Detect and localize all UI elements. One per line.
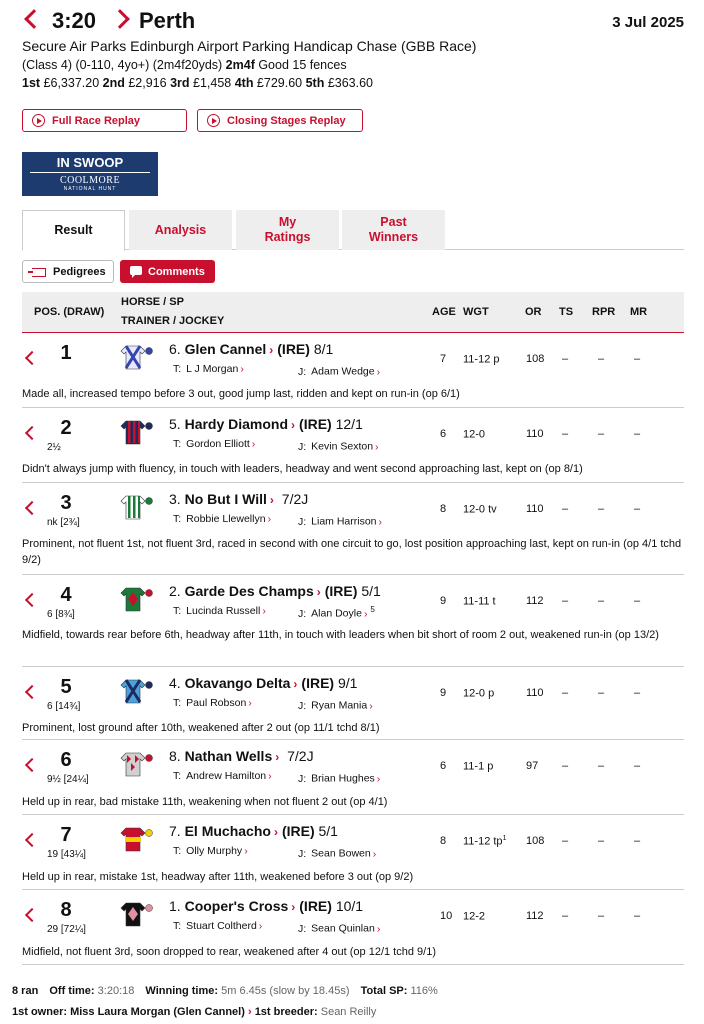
table-row bbox=[22, 408, 684, 483]
horse-name-link[interactable]: Glen Cannel bbox=[184, 341, 267, 357]
horse-country: (IRE) bbox=[324, 583, 358, 599]
expand-icon[interactable] bbox=[25, 833, 39, 847]
horse-name-link[interactable]: No But I Will bbox=[184, 491, 267, 507]
race-conditions: (Class 4) (0-110, 4yo+) (2m4f20yds) 2m4f Good 15 fences bbox=[22, 58, 347, 72]
col-horse: HORSE / SP bbox=[121, 296, 184, 308]
weight: 11-1 p bbox=[463, 760, 494, 773]
age: 6 bbox=[440, 760, 447, 772]
horse-name-sp: 4. Okavango Delta › (IRE) 9/1 bbox=[169, 675, 358, 691]
age: 6 bbox=[440, 428, 447, 440]
mr: – bbox=[634, 428, 641, 440]
horse-country: (IRE) bbox=[301, 675, 335, 691]
horse-name-link[interactable]: Nathan Wells bbox=[184, 748, 273, 764]
silk-icon bbox=[120, 749, 146, 779]
official-rating: 110 bbox=[526, 503, 544, 515]
silk-icon bbox=[120, 824, 146, 854]
trainer: T: Gordon Elliott › bbox=[173, 438, 256, 450]
trainer: T: Robbie Llewellyn › bbox=[173, 513, 272, 525]
horse-country: (IRE) bbox=[277, 341, 310, 357]
topspeed: – bbox=[562, 595, 569, 607]
silk-icon bbox=[120, 899, 146, 929]
horse-country: (IRE) bbox=[281, 823, 315, 839]
mr: – bbox=[634, 503, 641, 515]
official-rating: 112 bbox=[526, 595, 544, 607]
trainer-link[interactable]: Andrew Hamilton bbox=[186, 770, 267, 782]
table-row bbox=[22, 333, 684, 408]
jockey: J: Brian Hughes › bbox=[298, 772, 381, 785]
starting-price: 12/1 bbox=[335, 416, 363, 432]
topspeed: – bbox=[562, 687, 569, 699]
race-comment: Made all, increased tempo before 3 out, good jump last, ridden and kept on run-in (op 6/1) bbox=[22, 388, 460, 400]
jockey-link[interactable]: Sean Bowen bbox=[311, 847, 371, 860]
saddle-number: 7. bbox=[169, 823, 181, 839]
owner-breeder: 1st owner: Miss Laura Morgan (Glen Cannel) › 1st breeder: Sean Reilly bbox=[12, 1006, 377, 1018]
comments-button[interactable]: Comments bbox=[120, 260, 215, 283]
trainer: T: Stuart Coltherd › bbox=[173, 920, 263, 932]
race-comment: Held up in rear, bad mistake 11th, weakening when not fluent 2 out (op 4/1) bbox=[22, 796, 388, 808]
race-title: Secure Air Parks Edinburgh Airport Parking Handicap Chase (GBB Race) bbox=[22, 38, 477, 54]
rpr: – bbox=[598, 595, 605, 607]
col-age: AGE bbox=[432, 306, 456, 318]
sponsor-logo[interactable]: IN SWOOP COOLMORE NATIONAL HUNT bbox=[22, 152, 158, 196]
jockey: J: Sean Quinlan › bbox=[298, 922, 381, 935]
saddle-number: 5. bbox=[169, 416, 181, 432]
horse-name-sp: 7. El Muchacho › (IRE) 5/1 bbox=[169, 823, 338, 839]
trainer-link[interactable]: Stuart Coltherd bbox=[186, 920, 257, 932]
col-mr: MR bbox=[630, 306, 648, 318]
expand-icon[interactable] bbox=[25, 501, 39, 515]
mr: – bbox=[634, 835, 641, 847]
comment-icon bbox=[130, 266, 142, 275]
trainer: T: Paul Robson › bbox=[173, 697, 252, 709]
race-comment: Prominent, not fluent 1st, not fluent 3rd, raced in second with one circuit to go, lost position approaching last, kept on run-in (op 4/1 tchd 9/2) bbox=[22, 538, 682, 566]
mr: – bbox=[634, 595, 641, 607]
race-comment: Held up in rear, mistake 1st, headway after 11th, weakened before 3 out (op 9/2) bbox=[22, 871, 414, 883]
jockey: J: Kevin Sexton › bbox=[298, 440, 379, 453]
age: 8 bbox=[440, 503, 447, 515]
beaten-distance: 29 [72¼] bbox=[47, 924, 86, 935]
horse-name-sp: 5. Hardy Diamond › (IRE) 12/1 bbox=[169, 416, 363, 432]
mr: – bbox=[634, 910, 641, 922]
rpr: – bbox=[598, 687, 605, 699]
jockey-link[interactable]: Ryan Mania bbox=[311, 699, 368, 712]
race-comment: Midfield, not fluent 3rd, soon dropped to rear, weakened after 4 out (op 12/1 tchd 9/1) bbox=[22, 946, 436, 958]
trainer: T: Lucinda Russell › bbox=[173, 605, 266, 617]
finish-position: 2 bbox=[60, 417, 72, 439]
trainer: T: Andrew Hamilton › bbox=[173, 770, 272, 782]
horse-name-sp: 1. Cooper's Cross › (IRE) 10/1 bbox=[169, 898, 364, 914]
jockey-link[interactable]: Alan Doyle bbox=[311, 607, 362, 620]
race-time: 3:20 bbox=[52, 8, 97, 33]
course-name: Perth bbox=[139, 8, 196, 33]
expand-icon[interactable] bbox=[25, 426, 39, 440]
official-rating: 112 bbox=[526, 910, 544, 922]
col-pos: POS. (DRAW) bbox=[34, 306, 105, 318]
tab-past-winners[interactable]: Past Winners bbox=[342, 210, 445, 250]
topspeed: – bbox=[562, 910, 569, 922]
expand-icon[interactable] bbox=[25, 351, 39, 365]
trainer-link[interactable]: Olly Murphy bbox=[186, 845, 243, 857]
horse-name-link[interactable]: El Muchacho bbox=[184, 823, 271, 839]
jockey-link[interactable]: Adam Wedge bbox=[311, 365, 375, 378]
horse-name-sp: 2. Garde Des Champs › (IRE) 5/1 bbox=[169, 583, 381, 599]
starting-price: 5/1 bbox=[361, 583, 381, 599]
table-row bbox=[22, 890, 684, 965]
saddle-number: 3. bbox=[169, 491, 181, 507]
jockey: J: Ryan Mania › bbox=[298, 699, 373, 712]
table-row bbox=[22, 815, 684, 890]
saddle-number: 8. bbox=[169, 748, 181, 764]
race-header bbox=[22, 6, 686, 38]
topspeed: – bbox=[562, 835, 569, 847]
topspeed: – bbox=[562, 353, 569, 365]
horse-name-sp: 3. No But I Will › 7/2J bbox=[169, 491, 309, 507]
trainer: T: Olly Murphy › bbox=[173, 845, 248, 857]
beaten-distance: nk [2¾] bbox=[47, 517, 80, 528]
beaten-distance: 2½ bbox=[47, 442, 61, 453]
silk-icon bbox=[120, 584, 146, 614]
chevron-left-icon[interactable] bbox=[24, 9, 44, 29]
horse-name-sp: 8. Nathan Wells › 7/2J bbox=[169, 748, 314, 764]
race-prizes: 1st £6,337.20 2nd £2,916 3rd £1,458 4th £729.60 5th £363.60 bbox=[22, 76, 374, 90]
race-summary: 8 ran Off time: 3:20:18 Winning time: 5m 6.45s (slow by 18.45s) Total SP: 116% bbox=[12, 985, 438, 997]
finish-position: 6 bbox=[60, 749, 72, 771]
starting-price: 7/2J bbox=[287, 748, 314, 764]
table-row bbox=[22, 483, 684, 575]
age: 9 bbox=[440, 687, 447, 699]
silk-icon bbox=[120, 417, 146, 447]
rpr: – bbox=[598, 835, 605, 847]
finish-position: 1 bbox=[60, 342, 72, 364]
trainer-link[interactable]: Paul Robson bbox=[186, 697, 247, 709]
official-rating: 108 bbox=[526, 353, 545, 365]
play-icon bbox=[32, 114, 45, 127]
horse-country: (IRE) bbox=[299, 898, 332, 914]
table-row bbox=[22, 667, 684, 740]
finish-position: 7 bbox=[60, 824, 72, 846]
owner-link[interactable]: Miss Laura Morgan (Glen Cannel) bbox=[70, 1006, 245, 1018]
jockey-link[interactable]: Sean Quinlan bbox=[311, 922, 375, 935]
play-icon bbox=[207, 114, 220, 127]
starting-price: 7/2J bbox=[281, 491, 309, 507]
weight: 12-0 p bbox=[463, 687, 495, 700]
official-rating: 108 bbox=[526, 835, 545, 847]
jockey: J: Alan Doyle › $^5$ bbox=[298, 605, 375, 620]
weight: 12-0 tv bbox=[463, 503, 497, 516]
weight: 11-12 p bbox=[463, 353, 500, 366]
horse-name-sp: 6. Glen Cannel › (IRE) 8/1 bbox=[169, 341, 334, 357]
mr: – bbox=[634, 353, 641, 365]
rpr: – bbox=[598, 428, 605, 440]
race-date: 3 Jul 2025 bbox=[612, 14, 684, 31]
beaten-distance: 6 [14¾] bbox=[47, 701, 81, 712]
weight: 11-12 $tp^1$ bbox=[463, 835, 507, 848]
finish-position: 5 bbox=[60, 676, 72, 698]
table-row bbox=[22, 740, 684, 815]
col-or: OR bbox=[525, 306, 542, 318]
race-comment: Midfield, towards rear before 6th, headway after 11th, in touch with leaders when bit short of room 2 out, weakened run-in (op 13/2) bbox=[22, 629, 659, 641]
horse-country: (IRE) bbox=[299, 416, 332, 432]
horse-name-link[interactable]: Garde Des Champs bbox=[184, 583, 314, 599]
trainer-link[interactable]: L J Morgan bbox=[186, 363, 239, 375]
table-row bbox=[22, 575, 684, 667]
age: 7 bbox=[440, 353, 447, 365]
starting-price: 9/1 bbox=[337, 675, 358, 691]
horse-name-link[interactable]: Okavango Delta bbox=[184, 675, 291, 691]
weight: 12-2 bbox=[463, 910, 486, 923]
col-trainer: TRAINER / JOCKEY bbox=[121, 315, 225, 327]
tab-analysis[interactable]: Analysis bbox=[129, 210, 232, 250]
horse-name-link[interactable]: Cooper's Cross bbox=[184, 898, 289, 914]
age: 9 bbox=[440, 595, 447, 607]
tab-my-ratings[interactable]: My Ratings bbox=[236, 210, 339, 250]
topspeed: – bbox=[562, 428, 569, 440]
age: 8 bbox=[440, 835, 447, 847]
finish-position: 4 bbox=[60, 584, 72, 606]
expand-icon[interactable] bbox=[25, 593, 39, 607]
saddle-number: 1. bbox=[169, 898, 181, 914]
expand-icon[interactable] bbox=[25, 685, 39, 699]
col-rpr: RPR bbox=[592, 306, 616, 318]
saddle-number: 4. bbox=[169, 675, 181, 691]
expand-icon[interactable] bbox=[25, 758, 39, 772]
jockey: J: Adam Wedge › bbox=[298, 365, 381, 378]
official-rating: 97 bbox=[526, 760, 539, 772]
starting-price: 5/1 bbox=[318, 823, 338, 839]
beaten-distance: 6 [8¾] bbox=[47, 609, 75, 620]
jockey-link[interactable]: Liam Harrison bbox=[311, 515, 377, 528]
col-ts: TS bbox=[559, 306, 574, 318]
weight: 11-11 t bbox=[463, 595, 496, 608]
pedigree-icon bbox=[32, 268, 46, 277]
finish-position: 3 bbox=[60, 492, 72, 514]
mr: – bbox=[634, 687, 641, 699]
finish-position: 8 bbox=[60, 899, 72, 921]
beaten-distance: 9½ [24¼] bbox=[47, 774, 89, 785]
full-race-replay-button[interactable]: Full Race Replay bbox=[22, 109, 187, 132]
jockey-claim: 5 bbox=[370, 605, 375, 614]
starting-price: 10/1 bbox=[335, 898, 364, 914]
silk-icon bbox=[120, 492, 146, 522]
expand-icon[interactable] bbox=[25, 908, 39, 922]
rpr: – bbox=[598, 760, 605, 772]
trainer: T: L J Morgan › bbox=[173, 363, 244, 375]
closing-stages-replay-button[interactable]: Closing Stages Replay bbox=[197, 109, 363, 132]
rpr: – bbox=[598, 353, 605, 365]
col-wgt: WGT bbox=[463, 306, 489, 318]
official-rating: 110 bbox=[526, 428, 544, 440]
mr: – bbox=[634, 760, 641, 772]
saddle-number: 2. bbox=[169, 583, 181, 599]
results-table-header bbox=[22, 292, 684, 333]
rpr: – bbox=[598, 503, 605, 515]
tab-result[interactable]: Result bbox=[22, 210, 125, 251]
pedigrees-button[interactable]: Pedigrees bbox=[22, 260, 114, 283]
topspeed: – bbox=[562, 503, 569, 515]
silk-icon bbox=[120, 676, 146, 706]
chevron-right-icon[interactable] bbox=[110, 9, 130, 29]
jockey-link[interactable]: Kevin Sexton bbox=[311, 440, 374, 453]
jockey-link[interactable]: Brian Hughes bbox=[311, 772, 375, 785]
rpr: – bbox=[598, 910, 605, 922]
official-rating: 110 bbox=[526, 687, 544, 699]
race-comment: Didn't always jump with fluency, in touch with leaders, headway and went second approaching last, kept on (op 8/1) bbox=[22, 463, 583, 475]
jockey: J: Liam Harrison › bbox=[298, 515, 383, 528]
age: 10 bbox=[440, 910, 453, 922]
trainer-link[interactable]: Gordon Elliott bbox=[186, 438, 250, 450]
saddle-number: 6. bbox=[169, 341, 181, 357]
trainer-link[interactable]: Lucinda Russell bbox=[186, 605, 261, 617]
weight: 12-0 bbox=[463, 428, 486, 441]
race-comment: Prominent, lost ground after 10th, weakened after 2 out (op 11/1 tchd 8/1) bbox=[22, 722, 380, 734]
jockey: J: Sean Bowen › bbox=[298, 847, 377, 860]
result-tabs bbox=[22, 210, 684, 250]
beaten-distance: 19 [43¼] bbox=[47, 849, 86, 860]
topspeed: – bbox=[562, 760, 569, 772]
horse-name-link[interactable]: Hardy Diamond bbox=[184, 416, 289, 432]
starting-price: 8/1 bbox=[313, 341, 334, 357]
silk-icon bbox=[120, 342, 146, 372]
trainer-link[interactable]: Robbie Llewellyn bbox=[186, 513, 266, 525]
